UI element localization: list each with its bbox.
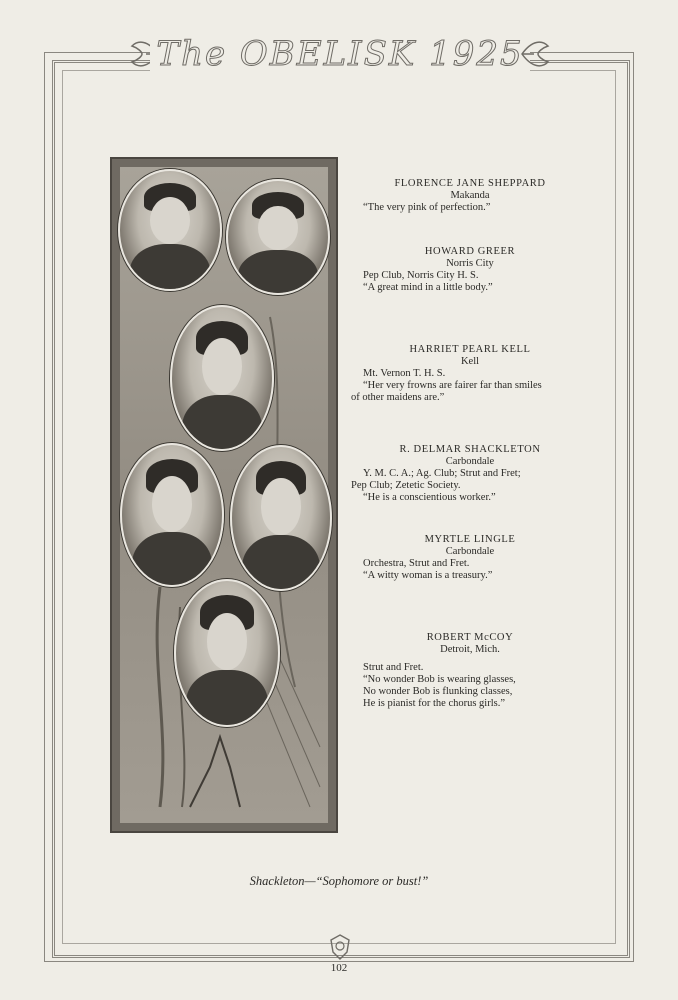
student-quote: “Her very frowns are fairer far than smiles <box>363 380 542 391</box>
student-activities: Orchestra, Strut and Fret. <box>363 558 470 569</box>
student-quote: “A witty woman is a treasury.” <box>363 570 493 581</box>
entry-harriet-kell <box>345 344 595 404</box>
right-flourish-icon <box>520 36 550 72</box>
student-name: FLORENCE JANE SHEPPARD <box>394 178 546 189</box>
student-town: Carbondale <box>445 546 495 557</box>
portrait-delmar-shackleton <box>120 443 224 587</box>
student-quote: “The very pink of perfection.” <box>363 202 491 213</box>
student-town: Carbondale <box>445 456 495 467</box>
entry-delmar-shackleton <box>345 444 595 504</box>
student-town: Kell <box>460 356 480 367</box>
portrait-florence-sheppard <box>118 169 222 291</box>
photo-panel <box>110 157 338 833</box>
portrait-myrtle-lingle <box>230 445 332 591</box>
student-name: MYRTLE LINGLE <box>424 534 516 545</box>
portrait-robert-mccoy <box>174 579 280 727</box>
student-town: Detroit, Mich. <box>440 644 500 655</box>
student-quote-continued: of other maidens are.” <box>351 392 445 403</box>
student-activities: Pep Club, Norris City H. S. <box>363 270 479 281</box>
student-quote-line-2: No wonder Bob is flunking classes, <box>363 686 513 697</box>
student-quote: “He is a conscientious worker.” <box>363 492 496 503</box>
header-banner <box>150 34 530 74</box>
page-number: 102 <box>330 962 348 974</box>
student-activities: Mt. Vernon T. H. S. <box>363 368 446 379</box>
page-header-title: The OBELISK 1925 <box>156 34 524 74</box>
student-quote: “A great mind in a little body.” <box>363 282 493 293</box>
student-name: ROBERT McCOY <box>426 632 514 643</box>
student-activities: Strut and Fret. <box>363 662 424 673</box>
student-activities-continued: Pep Club; Zetetic Society. <box>351 480 461 491</box>
entry-howard-greer <box>345 246 595 294</box>
page-caption: Shackleton—“Sophomore or bust!” <box>249 874 429 888</box>
student-town: Makanda <box>450 190 490 201</box>
entry-myrtle-lingle <box>345 534 595 582</box>
student-quote-line-3: He is pianist for the chorus girls.” <box>363 698 506 709</box>
student-town: Norris City <box>446 258 494 269</box>
portrait-howard-greer <box>226 179 330 295</box>
crest-ornament-icon <box>329 934 351 960</box>
entry-florence-sheppard <box>345 178 595 214</box>
student-name: R. DELMAR SHACKLETON <box>399 444 541 455</box>
portrait-harriet-kell <box>170 305 274 451</box>
student-name: HOWARD GREER <box>424 246 516 257</box>
entry-robert-mccoy <box>345 632 595 710</box>
student-activities: Y. M. C. A.; Ag. Club; Strut and Fret; <box>363 468 521 479</box>
student-name: HARRIET PEARL KELL <box>409 344 531 355</box>
student-quote-line-1: “No wonder Bob is wearing glasses, <box>363 674 516 685</box>
